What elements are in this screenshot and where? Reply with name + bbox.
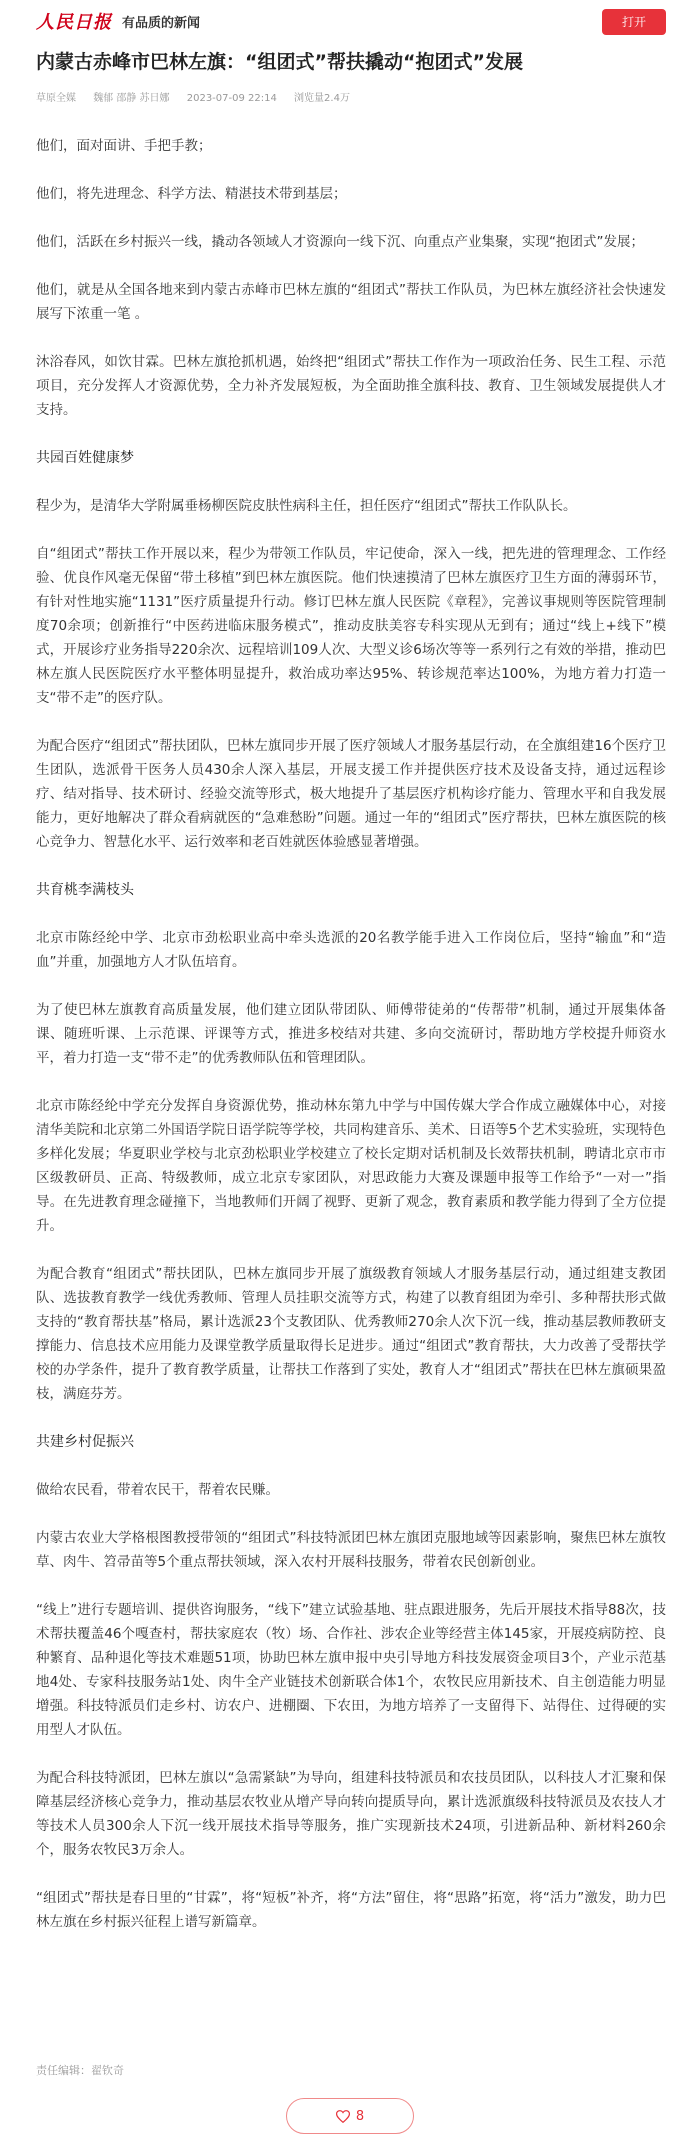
article-paragraph: 为了使巴林左旗教育高质量发展，他们建立团队带团队、师傅带徒弟的“传帮带”机制，通过开展集体备课、随班听课、上示范课、评课等方式，推进多校结对共建、多向交流研讨，帮助地方学校提升师资水平，着力打造一支“带不走”的优秀教师队伍和管理团队。 <box>36 1002 666 1066</box>
section-heading: 共建乡村促振兴 <box>36 1434 134 1450</box>
top-bar <box>0 0 700 44</box>
heart-icon <box>336 2110 350 2123</box>
article-body <box>36 134 666 1958</box>
article-paragraph: 内蒙古农业大学格根图教授带领的“组团式”科技特派团巴林左旗团克服地域等因素影响，聚焦巴林左旗牧草、肉牛、笤帚苗等5个重点帮扶领域，深入农村开展科技服务，带着农民创新创业。 <box>36 1530 666 1570</box>
logo-text: 人民日报 <box>36 12 112 33</box>
article-paragraph: 沐浴春风，如饮甘霖。巴林左旗抢抓机遇，始终把“组团式”帮扶工作作为一项政治任务、民生工程、示范项目，充分发挥人才资源优势，全力补齐发展短板，为全面助推全旗科技、教育、卫生领域发展提供人才支持。 <box>36 354 666 418</box>
app-logo[interactable] <box>36 10 200 32</box>
article-paragraph: 为配合科技特派团，巴林左旗以“急需紧缺”为导向，组建科技特派员和农技员团队，以科技人才汇聚和保障基层经济核心竞争力，推动基层农牧业从增产导向转向提质导向，累计选派旗级科技特派员及农技人才等技术人员300余人下沉一线开展技术指导等服务，推广实现新技术24项，引进新品种、新材料260余个，服务农牧民3万余人。 <box>36 1770 666 1858</box>
article-paragraph: 他们，面对面讲、手把手教； <box>36 138 212 154</box>
article-paragraph: 程少为，是清华大学附属垂杨柳医院皮肤性病科主任，担任医疗“组团式”帮扶工作队队长。 <box>36 498 577 514</box>
like-button[interactable] <box>286 2098 414 2134</box>
article-authors: 魏郁 邵静 苏日娜 <box>93 93 170 104</box>
article-paragraph: 为配合教育“组团式”帮扶团队，巴林左旗同步开展了旗级教育领域人才服务基层行动，通过组建支教团队、选拔教育教学一线优秀教师、管理人员挂职交流等方式，构建了以教育组团为牵引、多种帮扶形式做支持的“教育帮扶基”格局，累计选派23个支教团队、优秀教师270余人次下沉一线，推动基层教师教研支撑能力、信息技术应用能力及课堂教学质量取得长足进步。通过“组团式”教育帮扶，大力改善了受帮扶学校的办学条件，提升了教育教学质量，让帮扶工作落到了实处，教育人才“组团式”帮扶在巴林左旗硕果盈枝，满庭芬芳。 <box>36 1266 666 1402</box>
article-paragraph: 他们，将先进理念、科学方法、精湛技术带到基层； <box>36 186 347 202</box>
open-app-button[interactable]: 打开 <box>602 9 666 35</box>
article-paragraph: 他们，就是从全国各地来到内蒙古赤峰市巴林左旗的“组团式”帮扶工作队员，为巴林左旗经济社会快速发展写下浓重一笔 。 <box>36 282 666 322</box>
article-paragraph: “组团式”帮扶是春日里的“甘霖”，将“短板”补齐，将“方法”留住，将“思路”拓宽，将“活力”激发，助力巴林左旗在乡村振兴征程上谱写新篇章。 <box>36 1890 666 1930</box>
article-paragraph: 他们，活跃在乡村振兴一线，撬动各领域人才资源向一线下沉、向重点产业集聚，实现“抱团式”发展； <box>36 234 644 250</box>
logo-slogan: 有品质的新闻 <box>122 15 201 31</box>
like-count: 8 <box>355 2108 365 2124</box>
article-paragraph: 自“组团式”帮扶工作开展以来，程少为带领工作队员，牢记使命，深入一线，把先进的管理理念、工作经验、优良作风毫无保留“带土移植”到巴林左旗医院。他们快速摸清了巴林左旗医疗卫生方面的薄弱环节，有针对性地实施“1131”医疗质量提升行动。修订巴林左旗人民医院《章程》，完善议事规则等医院管理制度70余项；创新推行“中医药进临床服务模式”，推动皮肤美容专科实现从无到有；通过“线上+线下”模式，开展诊疗业务指导220余次、远程培训109人次、大型义诊6场次等等一系列行之有效的举措，推动巴林左旗人民医院医疗水平整体明显提升，救治成功率达95%、转诊规范率达100%，为地方着力打造一支“带不走”的医疗队。 <box>36 546 666 706</box>
article-paragraph: 为配合医疗“组团式”帮扶团队，巴林左旗同步开展了医疗领域人才服务基层行动，在全旗组建16个医疗卫生团队，选派骨干医务人员430余人深入基层，开展支援工作并提供医疗技术及设备支持，通过远程诊疗、结对指导、技术研讨、经验交流等形式，极大地提升了基层医疗机构诊疗能力、管理水平和自我发展能力，更好地解决了群众看病就医的“急难愁盼”问题。通过一年的“组团式”医疗帮扶，巴林左旗医院的核心竞争力、智慧化水平、运行效率和老百姓就医体验感显著增强。 <box>36 738 666 850</box>
article-paragraph: 北京市陈经纶中学充分发挥自身资源优势，推动林东第九中学与中国传媒大学合作成立融媒体中心，对接清华美院和北京第二外国语学院日语学院等学校，共同构建音乐、美术、日语等5个艺术实验班，实现特色多样化发展；华夏职业学校与北京劲松职业学校建立了校长定期对话机制及长效帮扶机制，聘请北京市市区级教研员、正高、特级教师，成立北京专家团队，对思政能力大赛及课题申报等工作给予“一对一”指导。在先进教育理念碰撞下，当地教师们开阔了视野、更新了观念，教育素质和教学能力得到了全方位提升。 <box>36 1098 666 1234</box>
responsible-editor: 责任编辑：翟钦奇 <box>36 2064 124 2077</box>
article-datetime: 2023-07-09 22:14 <box>186 93 277 104</box>
section-heading: 共园百姓健康梦 <box>36 450 134 466</box>
article-views: 浏览量2.4万 <box>294 93 350 104</box>
article-meta <box>36 92 364 106</box>
article-paragraph: 北京市陈经纶中学、北京市劲松职业高中牵头选派的20名教学能手进入工作岗位后，坚持“输血”和“造血”并重，加强地方人才队伍培育。 <box>36 930 666 970</box>
article-paragraph: 做给农民看，带着农民干，帮着农民赚。 <box>36 1482 279 1498</box>
article-title: 内蒙古赤峰市巴林左旗：“组团式”帮扶撬动“抱团式”发展 <box>36 51 523 73</box>
article-source[interactable]: 草原全媒 <box>36 93 76 104</box>
article-paragraph: “线上”进行专题培训、提供咨询服务，“线下”建立试验基地、驻点跟进服务，先后开展技术指导88次，技术帮扶覆盖46个嘎查村，帮扶家庭农（牧）场、合作社、涉农企业等经营主体145家，开展疫病防控、良种繁育、品种退化等技术难题51项，协助巴林左旗申报中央引导地方科技发展资金项目3个，产业示范基地4处、专家科技服务站1处、肉牛全产业链技术创新联合体1个，农牧民应用新技术、自主创造能力明显增强。科技特派员们走乡村、访农户、进棚圈、下农田，为地方培养了一支留得下、站得住、过得硬的实用型人才队伍。 <box>36 1602 666 1738</box>
section-heading: 共育桃李满枝头 <box>36 882 134 898</box>
